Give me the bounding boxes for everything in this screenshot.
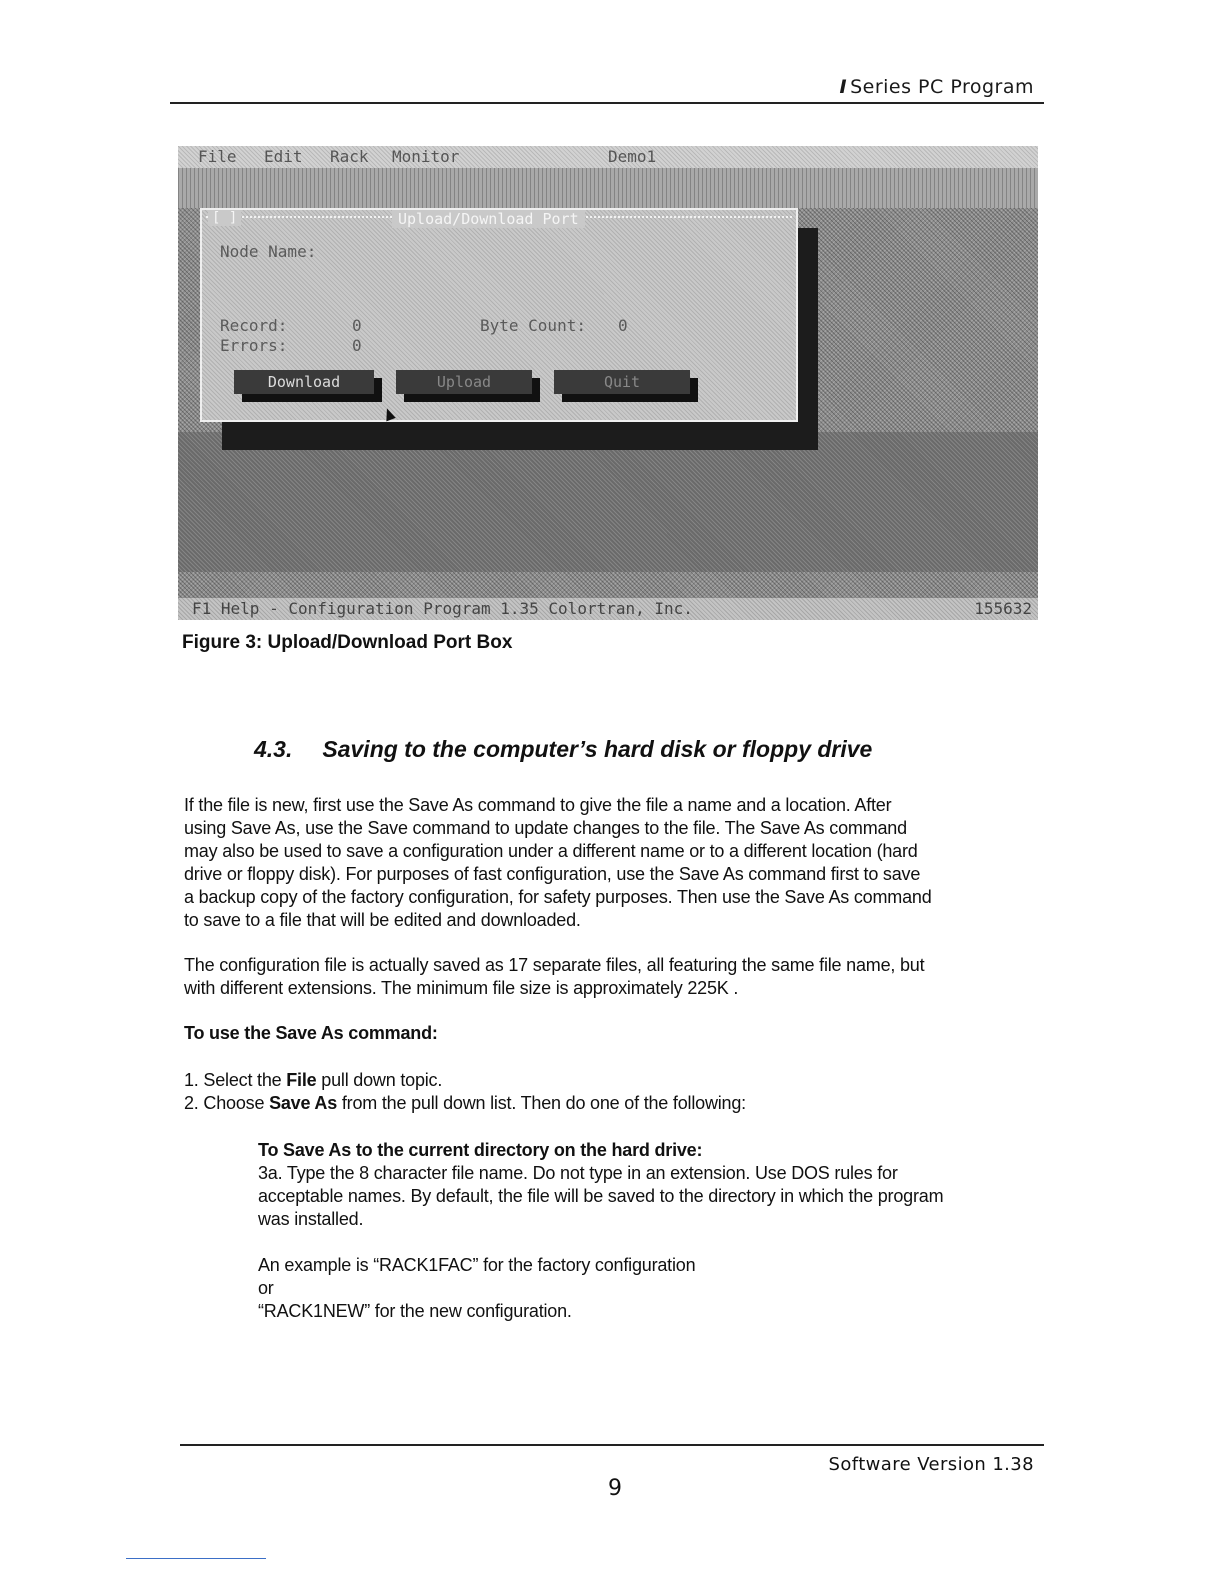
header-rule xyxy=(170,102,1044,104)
upload-download-port-dialog xyxy=(200,208,798,422)
procedure-heading: To use the Save As command: xyxy=(184,1023,438,1043)
control-strip xyxy=(178,168,1038,208)
menu-monitor[interactable]: Monitor xyxy=(392,147,460,166)
errors-label: Errors: xyxy=(220,336,288,355)
software-version: Software Version 1.38 xyxy=(828,1454,1034,1475)
paragraph-line: using Save As, use the Save command to update changes to the file. The Save As command xyxy=(184,818,907,838)
download-button[interactable]: Download xyxy=(234,370,374,394)
running-header xyxy=(840,76,1034,98)
subsection-body xyxy=(258,1162,1058,1231)
paragraph-line: drive or floppy disk). For purposes of fast configuration, use the Save As command first to save xyxy=(184,864,921,884)
step-text: 1. Select the xyxy=(184,1070,287,1090)
menu-edit[interactable]: Edit xyxy=(264,147,303,166)
program-status-bar xyxy=(178,598,1038,620)
menu-file[interactable]: File xyxy=(198,147,237,166)
footer-rule xyxy=(180,1444,1044,1446)
section-heading xyxy=(254,736,872,763)
menu-rack[interactable]: Rack xyxy=(330,147,369,166)
example-block xyxy=(258,1254,1058,1323)
byte-count-value: 0 xyxy=(618,316,628,335)
paragraph-line: may also be used to save a configuration under a different name or to a different location (hard xyxy=(184,841,918,861)
workspace-background xyxy=(178,432,1038,572)
step-text: 2. Choose xyxy=(184,1093,270,1113)
section-number: 4.3. xyxy=(254,736,293,762)
paragraph-line: The configuration file is actually saved as 17 separate files, all featuring the same file name, but xyxy=(184,955,925,975)
paragraph-line: An example is “RACK1FAC” for the factory configuration xyxy=(258,1255,696,1275)
subsection-heading: To Save As to the current directory on the hard drive: xyxy=(258,1140,703,1160)
errors-value: 0 xyxy=(352,336,362,355)
paragraph-save-as xyxy=(184,794,1044,932)
section-title: Saving to the computer’s hard disk or floppy drive xyxy=(322,736,873,762)
paragraph-file-count xyxy=(184,954,1044,1000)
procedure-step-2 xyxy=(184,1092,1044,1115)
program-menu-bar xyxy=(178,146,1038,168)
dialog-title: Upload/Download Port xyxy=(392,210,585,228)
node-name-label: Node Name: xyxy=(220,242,317,261)
figure-caption: Figure 3: Upload/Download Port Box xyxy=(182,632,513,653)
upload-download-screenshot xyxy=(178,146,1038,620)
page-number: 9 xyxy=(608,1476,622,1501)
running-header-title: Series PC Program xyxy=(850,76,1034,98)
step-text: pull down topic. xyxy=(316,1070,443,1090)
procedure-step-1 xyxy=(184,1069,1044,1092)
step-keyword: File xyxy=(286,1070,317,1090)
series-letter: I xyxy=(839,76,848,98)
record-value: 0 xyxy=(352,316,362,335)
step-keyword: Save As xyxy=(269,1093,338,1113)
step-text: from the pull down list. Then do one of the following: xyxy=(337,1093,746,1113)
dialog-close-box[interactable]: [ ] xyxy=(208,210,241,226)
upload-button[interactable]: Upload xyxy=(396,370,532,394)
record-label: Record: xyxy=(220,316,288,335)
paragraph-line: acceptable names. By default, the file will be saved to the directory in which the program xyxy=(258,1186,944,1206)
paragraph-line: “RACK1NEW” for the new configuration. xyxy=(258,1301,572,1321)
paragraph-line: or xyxy=(258,1278,274,1298)
status-memory: 155632 xyxy=(974,599,1032,618)
quit-button[interactable]: Quit xyxy=(554,370,690,394)
paragraph-line: If the file is new, first use the Save As command to give the file a name and a location. After xyxy=(184,795,892,815)
status-help-text: F1 Help - Configuration Program 1.35 Colortran, Inc. xyxy=(192,599,693,618)
paragraph-line: 3a. Type the 8 character file name. Do not type in an extension. Use DOS rules for xyxy=(258,1163,898,1183)
paragraph-line: to save to a file that will be edited and downloaded. xyxy=(184,910,581,930)
paragraph-line: was installed. xyxy=(258,1209,364,1229)
paragraph-line: with different extensions. The minimum file size is approximately 225K . xyxy=(184,978,739,998)
menu-file-name: Demo1 xyxy=(608,147,657,166)
paragraph-line: a backup copy of the factory configuration, for safety purposes. Then use the Save As command xyxy=(184,887,932,907)
byte-count-label: Byte Count: xyxy=(480,316,586,335)
bottom-edge-mark xyxy=(126,1558,266,1559)
